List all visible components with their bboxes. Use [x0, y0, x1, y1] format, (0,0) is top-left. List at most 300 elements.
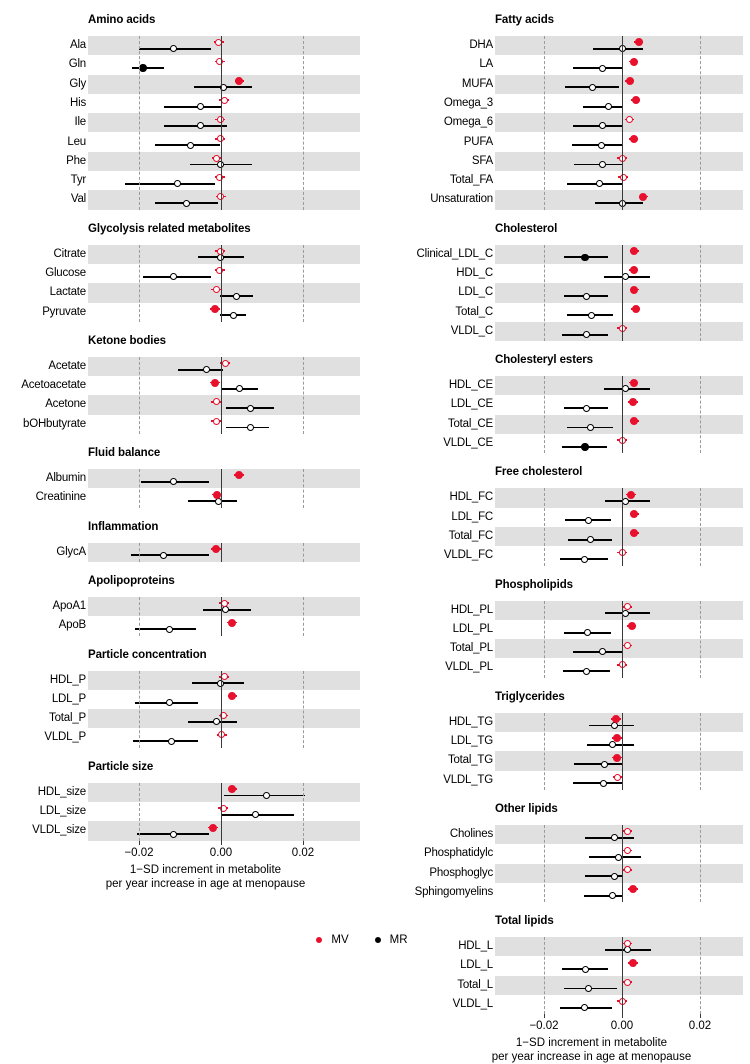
axis-tick-label: 0.00: [209, 846, 233, 859]
row-band: [88, 245, 360, 264]
panel-title: Apolipoproteins: [88, 575, 175, 587]
gridline-dashed: [303, 543, 304, 562]
mv-point-estimate: [629, 885, 637, 893]
row-label: Glucose: [45, 266, 86, 279]
row-band: [88, 395, 360, 414]
mr-point-estimate: [236, 385, 243, 392]
mv-point-estimate: [628, 622, 636, 630]
axis-tick-label: 0.02: [291, 846, 315, 859]
legend-label-mr: MR: [389, 934, 408, 946]
row-label: SFA: [471, 154, 493, 167]
row-label: PUFA: [463, 135, 493, 148]
row-label: Leu: [67, 135, 86, 148]
row-label: VLDL_P: [44, 731, 86, 744]
row-label: HDL_C: [456, 266, 493, 279]
mv-point-estimate: [632, 96, 640, 104]
panel-title: Cholesteryl esters: [495, 354, 593, 367]
panel-glycolysis-related-metabolites: [0, 223, 375, 322]
mv-point-estimate: [624, 828, 631, 835]
mr-confidence-interval: [567, 183, 622, 185]
panel-phospholipids: [375, 579, 750, 678]
mr-point-estimate: [170, 273, 177, 280]
row-label: Total_P: [49, 712, 86, 725]
axis-title: [0, 863, 375, 891]
panel-title: Glycolysis related metabolites: [88, 222, 251, 235]
plot-area: [88, 543, 360, 562]
panel-triglycerides: [375, 691, 750, 790]
panel-title: Phospholipids: [495, 578, 573, 591]
row-band: [495, 527, 743, 546]
row-label: Omega_3: [443, 96, 493, 109]
plot-area: [88, 357, 360, 434]
row-label: bOHbutyrate: [23, 417, 86, 430]
mr-confidence-interval: [585, 837, 634, 839]
mr-point-estimate: [581, 1004, 588, 1011]
row-label: Lactate: [49, 286, 86, 299]
mv-point-estimate: [613, 734, 621, 742]
panel-apolipoproteins: [0, 575, 375, 636]
row-label: VLDL_C: [450, 324, 493, 337]
row-label: LDL_P: [51, 692, 86, 705]
row-label-group: [0, 543, 86, 562]
panel-title: Fluid balance: [88, 447, 161, 460]
gridline-dashed: [700, 376, 701, 453]
row-label: VLDL_CE: [443, 437, 493, 450]
mr-confidence-interval: [188, 500, 237, 502]
panel-ketone-bodies: [0, 335, 375, 434]
plot-area: [88, 469, 360, 508]
zero-reference-line: [622, 601, 623, 678]
panel-particle-size: [0, 761, 375, 841]
panel-title: Particle concentration: [88, 648, 207, 661]
gridline-dashed: [303, 36, 304, 210]
row-band: [88, 283, 360, 302]
plot-area: [495, 713, 743, 790]
row-band: [495, 376, 743, 395]
mr-point-estimate: [622, 273, 629, 280]
right-column: [375, 0, 750, 1064]
row-label: VLDL_size: [32, 824, 86, 837]
mv-point-estimate: [630, 379, 638, 387]
row-label-group: [0, 357, 86, 434]
mv-point-estimate: [216, 267, 223, 274]
row-label: GlycA: [56, 545, 86, 558]
row-label: Phosphatidylc: [424, 847, 493, 860]
mr-point-estimate: [170, 831, 177, 838]
gridline-dashed: [303, 469, 304, 508]
gridline-dashed: [544, 937, 545, 1014]
row-label-group: [375, 376, 493, 453]
row-label-group: [375, 713, 493, 790]
row-label: HDL_FC: [449, 491, 493, 504]
row-band: [495, 976, 743, 995]
mr-point-estimate: [598, 142, 605, 149]
row-label: Cholines: [449, 828, 493, 840]
zero-reference-line: [622, 376, 623, 453]
axis-tickmark: [700, 1014, 701, 1018]
mr-confidence-interval: [164, 125, 228, 127]
row-band: [495, 113, 743, 132]
axis-tickmark: [622, 1014, 623, 1018]
row-label: Albumin: [45, 472, 86, 485]
row-label-group: [0, 469, 86, 508]
panel-title: Other lipids: [495, 803, 558, 815]
gridline-dashed: [303, 597, 304, 636]
row-label: Citrate: [53, 247, 86, 260]
row-label: Phe: [66, 154, 86, 167]
mr-point-estimate: [582, 966, 589, 973]
mr-point-estimate: [166, 699, 173, 706]
gridline-dashed: [544, 713, 545, 790]
legend-dot-mv: [316, 937, 322, 943]
row-label: Omega_6: [443, 116, 493, 129]
gridline-dashed: [700, 937, 701, 1014]
panel-amino-acids: [0, 14, 375, 210]
mv-point-estimate: [222, 360, 229, 367]
mr-point-estimate: [168, 738, 175, 745]
zero-reference-line: [622, 937, 623, 1014]
panel-other-lipids: [375, 803, 750, 902]
mr-point-estimate: [605, 103, 612, 110]
row-label: LDL_C: [458, 286, 493, 299]
mr-point-estimate: [581, 443, 588, 450]
plot-area: [88, 783, 360, 841]
plot-area: [88, 245, 360, 322]
mr-point-estimate: [584, 629, 591, 636]
row-label: Total_CE: [447, 417, 493, 430]
row-label-group: [0, 245, 86, 322]
gridline-dashed: [544, 376, 545, 453]
mv-point-estimate: [209, 824, 217, 832]
mr-point-estimate: [247, 424, 254, 431]
mr-point-estimate: [601, 761, 608, 768]
row-label: VLDL_PL: [445, 661, 493, 674]
row-label: LDL_FC: [451, 510, 493, 523]
row-band: [88, 783, 360, 802]
zero-reference-line: [221, 245, 222, 322]
row-band: [495, 488, 743, 507]
row-label: Pyruvate: [42, 305, 86, 318]
mv-point-estimate: [613, 754, 621, 762]
mr-point-estimate: [611, 873, 618, 880]
legend-dot-mr: [375, 937, 381, 943]
row-band: [495, 75, 743, 94]
row-band: [495, 152, 743, 171]
mr-point-estimate: [588, 312, 595, 319]
row-band: [88, 821, 360, 840]
gridline-dashed: [700, 488, 701, 565]
panel-title: Inflammation: [88, 520, 159, 533]
mr-point-estimate: [197, 103, 204, 110]
row-label: Gly: [69, 77, 86, 90]
mr-point-estimate: [247, 405, 254, 412]
mv-point-estimate: [614, 774, 621, 781]
mv-point-estimate: [216, 174, 223, 181]
gridline-dashed: [139, 671, 140, 748]
axis-tick-label: 0.02: [688, 1020, 712, 1033]
legend: [0, 934, 750, 946]
gridline-dashed: [303, 783, 304, 841]
gridline-dashed: [139, 783, 140, 841]
row-label: DHA: [469, 39, 493, 51]
row-band: [88, 190, 360, 209]
panel-cholesteryl-esters: [375, 354, 750, 453]
gridline-dashed: [303, 671, 304, 748]
mv-point-estimate: [624, 642, 631, 649]
panel-particle-concentration: [0, 649, 375, 748]
mv-point-estimate: [213, 418, 220, 425]
gridline-dashed: [700, 713, 701, 790]
axis-tickmark: [303, 841, 304, 845]
mr-point-estimate: [599, 65, 606, 72]
mr-point-estimate: [583, 405, 590, 412]
mv-point-estimate: [228, 619, 236, 627]
row-label: Total_PL: [449, 642, 493, 655]
mr-point-estimate: [174, 180, 181, 187]
gridline-dashed: [700, 36, 701, 210]
mr-confidence-interval: [132, 67, 164, 69]
axis-title-line1: 1−SD increment in metabolite: [129, 863, 282, 876]
row-label-group: [375, 601, 493, 678]
row-label: Total_FA: [449, 174, 493, 187]
mv-point-estimate: [624, 979, 631, 986]
panel-title: Fatty acids: [495, 14, 554, 26]
row-band: [495, 864, 743, 883]
mv-point-estimate: [624, 847, 631, 854]
row-label: Tyr: [70, 174, 86, 187]
axis-title-line2: per year increase in age at menopause: [105, 877, 306, 890]
mv-point-estimate: [630, 266, 638, 274]
mv-point-estimate: [627, 491, 635, 499]
row-label: Acetate: [48, 359, 86, 372]
mv-point-estimate: [629, 398, 637, 406]
mv-point-estimate: [211, 305, 219, 313]
zero-reference-line: [221, 357, 222, 434]
gridline-dashed: [544, 488, 545, 565]
row-band: [88, 152, 360, 171]
mr-confidence-interval: [574, 763, 622, 765]
gridline-dashed: [139, 36, 140, 210]
row-band: [495, 190, 743, 209]
mr-point-estimate: [599, 161, 606, 168]
mv-point-estimate: [216, 58, 223, 65]
row-label: LA: [479, 58, 493, 71]
row-label: LDL_PL: [452, 622, 493, 635]
row-label-group: [0, 671, 86, 748]
plot-area: [495, 245, 743, 342]
row-label: Val: [70, 193, 86, 206]
gridline-dashed: [139, 543, 140, 562]
left-column: [0, 0, 375, 959]
zero-reference-line: [221, 36, 222, 210]
zero-reference-line: [221, 597, 222, 636]
panel-title: Total lipids: [495, 915, 554, 928]
mv-point-estimate: [211, 379, 219, 387]
axis-title: [375, 1036, 750, 1064]
row-label: Phosphoglyc: [429, 866, 493, 879]
mv-point-estimate: [213, 398, 220, 405]
mv-point-estimate: [630, 510, 638, 518]
gridline-dashed: [303, 357, 304, 434]
row-label: Total_TG: [447, 754, 493, 767]
mv-point-estimate: [632, 305, 640, 313]
plot-area: [495, 825, 743, 902]
legend-label-mv: MV: [331, 934, 349, 946]
mr-point-estimate: [581, 556, 588, 563]
gridline-dashed: [700, 601, 701, 678]
row-band: [88, 469, 360, 488]
gridline-dashed: [139, 357, 140, 434]
panel-fluid-balance: [0, 447, 375, 508]
plot-area: [88, 36, 360, 210]
gridline-dashed: [139, 597, 140, 636]
axis-tick-label: −0.02: [529, 1020, 559, 1033]
row-label-group: [0, 597, 86, 636]
plot-area: [495, 601, 743, 678]
mr-confidence-interval: [178, 369, 223, 371]
row-band: [88, 113, 360, 132]
row-label: Acetoacetate: [21, 379, 86, 392]
panel-title: Cholesterol: [495, 222, 558, 235]
row-label-group: [375, 825, 493, 902]
mr-point-estimate: [624, 946, 631, 953]
mr-point-estimate: [233, 293, 240, 300]
mr-point-estimate: [160, 552, 167, 559]
zero-reference-line: [221, 543, 222, 562]
mv-point-estimate: [213, 286, 220, 293]
row-label: ApoB: [58, 619, 86, 632]
plot-area: [88, 671, 360, 748]
row-label: VLDL_FC: [443, 549, 493, 562]
row-band: [495, 415, 743, 434]
mr-point-estimate: [609, 892, 616, 899]
row-label: His: [69, 96, 86, 109]
mr-point-estimate: [263, 792, 270, 799]
panel-total-lipids: [375, 915, 750, 1014]
row-band: [88, 36, 360, 55]
row-label: LDL_CE: [450, 398, 493, 411]
zero-reference-line: [622, 713, 623, 790]
panel-inflammation: [0, 521, 375, 562]
mr-point-estimate: [166, 626, 173, 633]
mr-point-estimate: [581, 254, 588, 261]
mr-point-estimate: [611, 834, 618, 841]
zero-reference-line: [622, 36, 623, 210]
row-label: HDL_CE: [448, 379, 493, 392]
row-label: LDL_TG: [450, 735, 493, 748]
mr-confidence-interval: [573, 67, 622, 69]
row-label: Sphingomyelins: [414, 885, 493, 898]
row-band: [495, 825, 743, 844]
row-label-group: [375, 245, 493, 342]
panel-cholesterol: [375, 223, 750, 342]
gridline-dashed: [139, 245, 140, 322]
mr-point-estimate: [583, 293, 590, 300]
row-label: MUFA: [461, 77, 493, 90]
mr-confidence-interval: [133, 740, 199, 742]
zero-reference-line: [221, 671, 222, 748]
axis-title-line1: 1−SD increment in metabolite: [515, 1037, 668, 1050]
row-band: [495, 245, 743, 264]
mr-point-estimate: [600, 780, 607, 787]
row-label: HDL_TG: [448, 715, 493, 728]
mr-point-estimate: [596, 180, 603, 187]
mr-point-estimate: [230, 312, 237, 319]
row-label: Total_C: [455, 305, 493, 318]
gridline-dashed: [544, 601, 545, 678]
mr-point-estimate: [252, 811, 259, 818]
plot-area: [495, 937, 743, 1014]
axis-tickmark: [139, 841, 140, 845]
mv-point-estimate: [630, 58, 638, 66]
mv-point-estimate: [228, 692, 236, 700]
row-label: Clinical_LDL_C: [416, 247, 493, 260]
mv-point-estimate: [629, 959, 637, 967]
mr-point-estimate: [585, 517, 592, 524]
row-label: HDL_size: [37, 785, 86, 798]
axis-tickmark: [544, 1014, 545, 1018]
gridline-dashed: [700, 825, 701, 902]
mr-point-estimate: [187, 142, 194, 149]
zero-reference-line: [622, 825, 623, 902]
gridline-dashed: [139, 469, 140, 508]
row-label-group: [375, 36, 493, 210]
plot-area: [88, 597, 360, 636]
row-label-group: [375, 937, 493, 1014]
panel-title: Triglycerides: [495, 690, 565, 703]
plot-area: [495, 376, 743, 453]
mr-point-estimate: [183, 200, 190, 207]
zero-reference-line: [221, 783, 222, 841]
gridline-dashed: [544, 825, 545, 902]
zero-reference-line: [622, 488, 623, 565]
row-band: [495, 283, 743, 302]
mr-confidence-interval: [584, 895, 622, 897]
gridline-dashed: [544, 36, 545, 210]
mr-point-estimate: [583, 668, 590, 675]
gridline-dashed: [544, 245, 545, 342]
zero-reference-line: [221, 469, 222, 508]
mr-confidence-interval: [573, 125, 622, 127]
row-label: Total_L: [457, 978, 493, 991]
axis-tickmark: [221, 841, 222, 845]
mr-confidence-interval: [131, 554, 209, 556]
row-label-group: [0, 783, 86, 841]
row-label: VLDL_TG: [443, 773, 493, 786]
row-label: HDL_L: [458, 940, 493, 953]
row-label: Total_FC: [448, 529, 493, 542]
row-label: HDL_PL: [450, 603, 493, 616]
row-band: [495, 322, 743, 341]
panel-fatty-acids: [375, 14, 750, 210]
panel-title: Free cholesterol: [495, 466, 583, 479]
mr-confidence-interval: [583, 106, 622, 108]
mv-point-estimate: [213, 491, 221, 499]
panel-free-cholesterol: [375, 466, 750, 565]
mv-point-estimate: [626, 77, 634, 85]
row-label: LDL_L: [460, 959, 493, 972]
panel-title: Amino acids: [88, 14, 156, 26]
row-label: HDL_P: [49, 673, 86, 686]
row-label: VLDL_L: [452, 998, 493, 1011]
mv-point-estimate: [630, 135, 638, 143]
row-label: Unsaturation: [430, 193, 493, 206]
axis-tick-label: 0.00: [610, 1020, 634, 1033]
row-band: [495, 601, 743, 620]
row-label: Ala: [69, 39, 86, 51]
mr-point-estimate: [609, 741, 616, 748]
row-label: Creatinine: [35, 491, 86, 504]
